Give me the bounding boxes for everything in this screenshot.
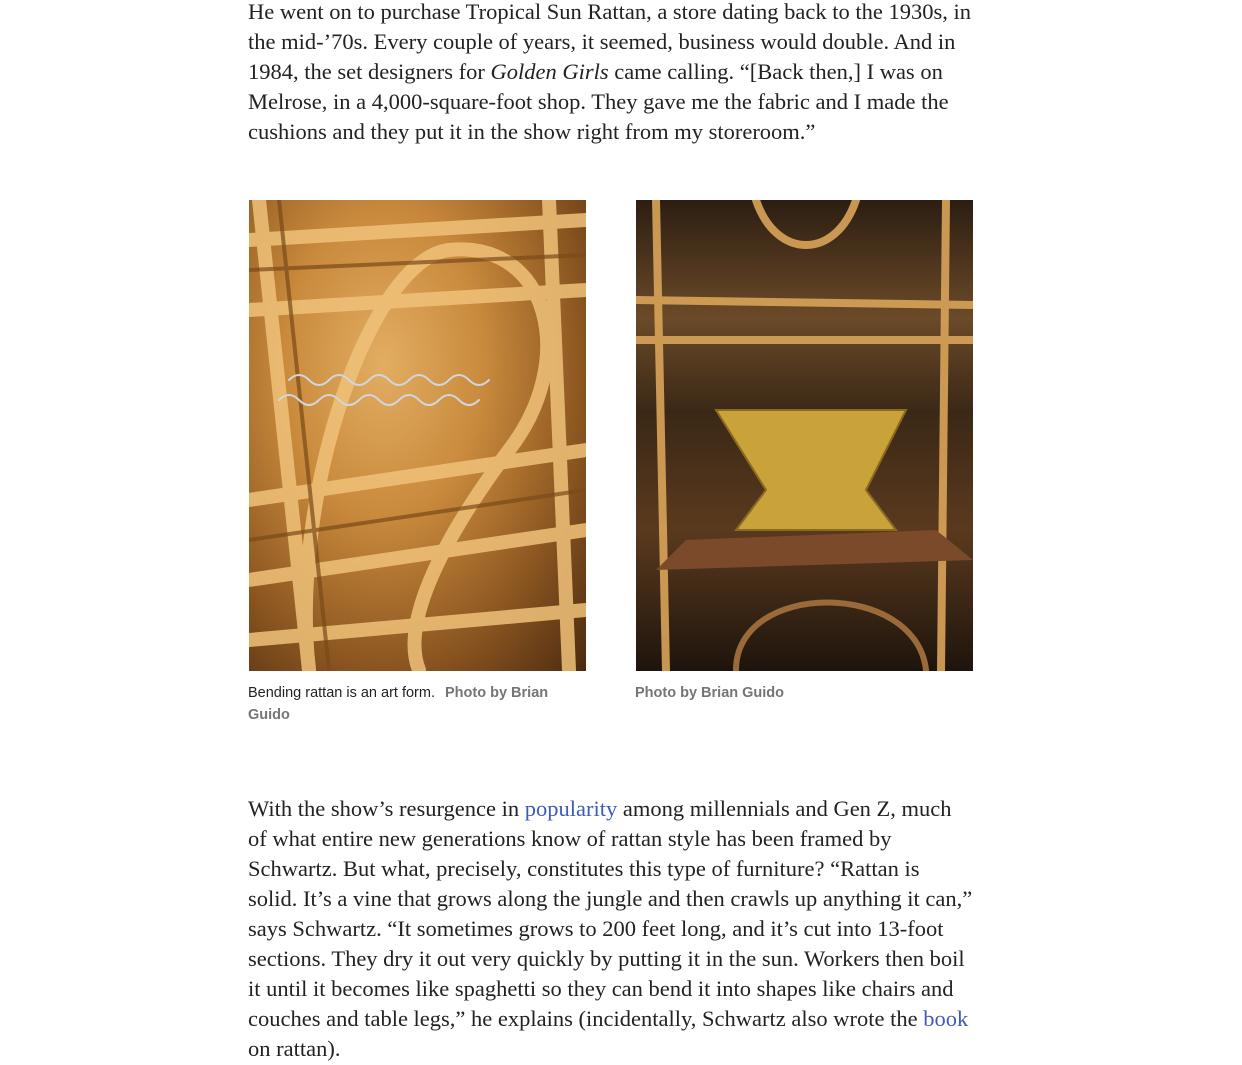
paragraph-text: He went on to purchase Tropical Sun Rattan, a store dating back to the 1930s, in the mid-’70s. Every couple of years, it seemed, business would double. And in 1984, the set designers for bbox=[248, 0, 971, 84]
caption-text: Bending rattan is an art form. bbox=[248, 685, 435, 701]
figure-caption bbox=[248, 682, 588, 726]
paragraph-text: came calling. “[Back then,] I was on Melrose, in a 4,000-square-foot shop. They gave me the fabric and I made the cushions and they put it in the show right from my storeroom.” bbox=[248, 59, 949, 144]
popularity-link[interactable]: popularity bbox=[524, 796, 618, 821]
paragraph-text: With the show’s resurgence in bbox=[248, 796, 525, 821]
photo-credit: Photo by Brian Guido bbox=[635, 685, 785, 701]
paragraph-text: among millennials and Gen Z, much of what entire new generations know of rattan style has been framed by Schwartz. But what, precisely, constitutes this type of furniture? “Rattan is solid. It’s a vine that grows along the jungle and then crawls up anything it can,” says Schwartz. “It sometimes grows to 200 feet long, and it’s cut into 13-foot sections. They dry it out very quickly by putting it in the sun. Workers then boil it until it becomes like spaghetti so they can bend it into shapes like chairs and couches and table legs,” he explains (incidentally, Schwartz also wrote the bbox=[248, 796, 973, 1031]
rattan-bending-photo bbox=[249, 200, 586, 671]
show-title: Golden Girls bbox=[490, 59, 609, 84]
article-paragraph bbox=[248, 794, 974, 1064]
paragraph-text: on rattan). bbox=[248, 1036, 341, 1061]
rattan-table-photo bbox=[636, 200, 973, 671]
book-link[interactable]: book bbox=[923, 1006, 969, 1031]
photo-credit: Photo by Brian Guido bbox=[248, 685, 549, 723]
figure-caption bbox=[635, 682, 975, 704]
article-paragraph bbox=[248, 0, 974, 147]
